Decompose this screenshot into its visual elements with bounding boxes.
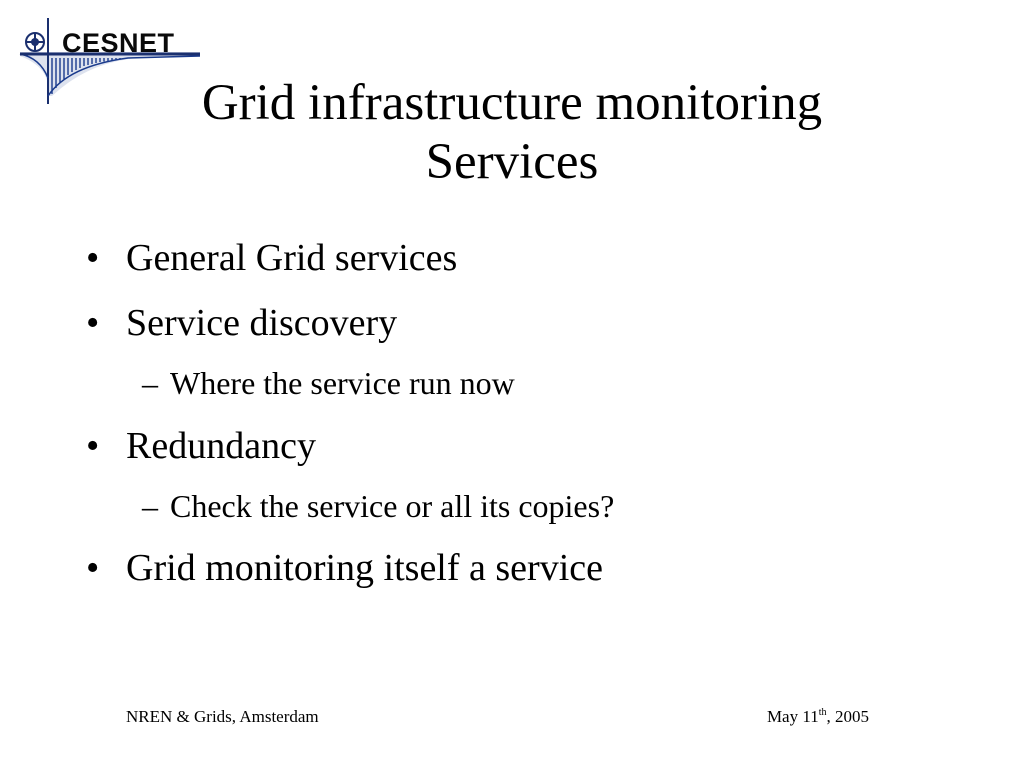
bullet-text: Redundancy	[126, 425, 316, 467]
cesnet-logo-text: CESNET	[62, 28, 175, 58]
sub-bullet-text: Where the service run now	[170, 365, 515, 401]
footer-event: NREN & Grids, Amsterdam	[126, 707, 319, 726]
footer-date-sup: th	[818, 707, 827, 718]
bullet-text: General Grid services	[126, 237, 458, 279]
bullet-text: Service discovery	[126, 302, 398, 344]
bullet-text: Grid monitoring itself a service	[126, 547, 603, 589]
bullet-marker: •	[86, 302, 100, 344]
footer-date-suffix: , 2005	[826, 707, 869, 726]
sub-bullet-marker: –	[142, 488, 158, 524]
footer-date	[767, 707, 869, 727]
sub-bullet-marker: –	[142, 365, 158, 401]
bullet-marker: •	[86, 425, 100, 467]
sub-bullet-text: Check the service or all its copies?	[170, 488, 615, 524]
slide-title-line2: Services	[425, 134, 599, 190]
bullet-marker: •	[86, 547, 100, 589]
bullet-marker: •	[86, 237, 100, 279]
slide-title-line1: Grid infrastructure monitoring	[201, 75, 823, 131]
footer-date-prefix: May 11	[766, 707, 819, 726]
